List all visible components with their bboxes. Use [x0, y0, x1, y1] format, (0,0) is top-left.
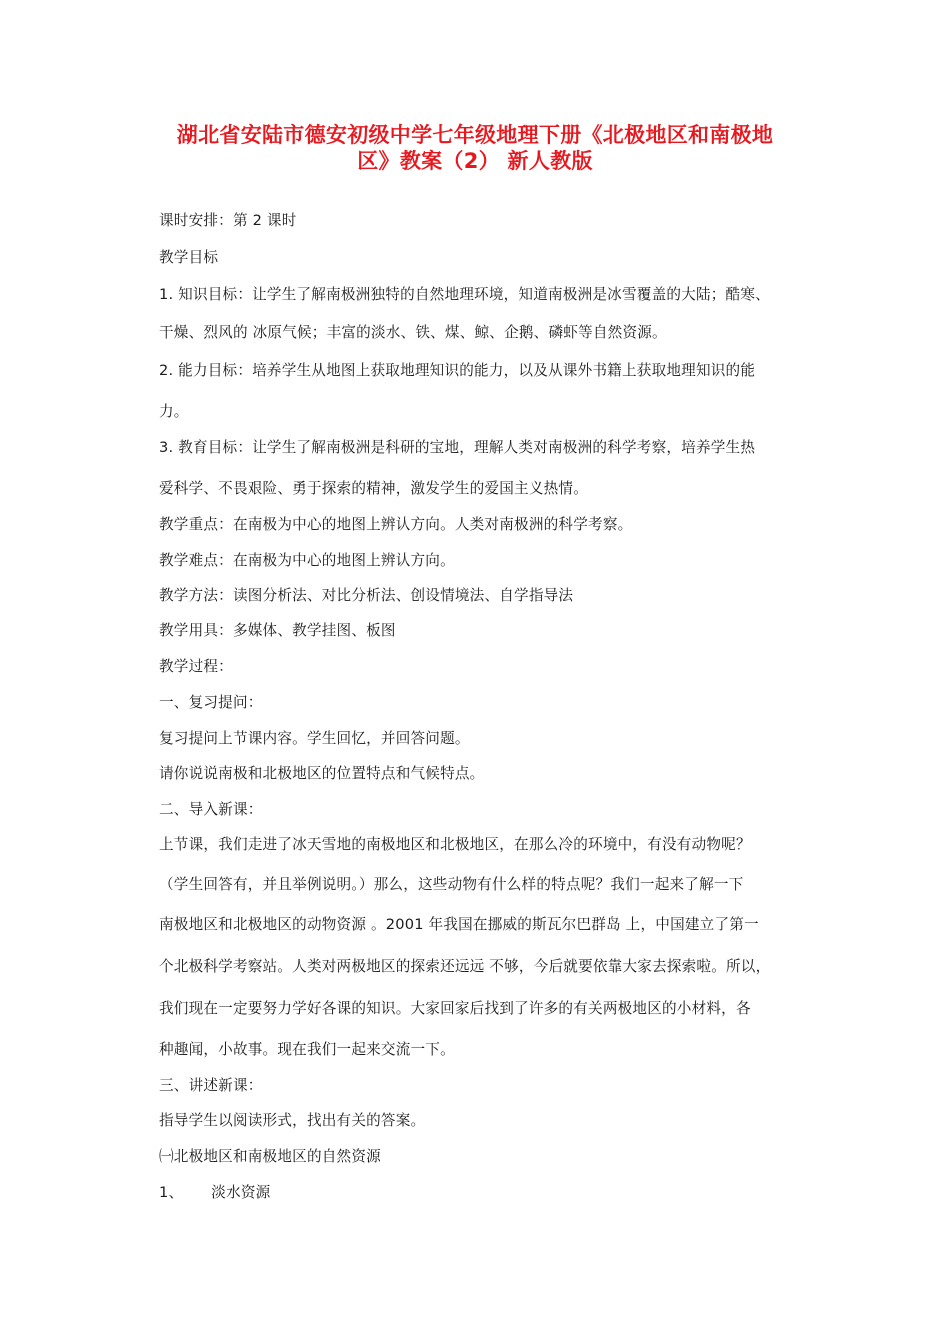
document-title-line-1: 湖北省安陆市德安初级中学七年级地理下册《北极地区和南极地: [176, 123, 774, 147]
paragraph-line: 南极地区和北极地区的动物资源 。2001 年我国在挪威的斯瓦尔巴群岛 上，中国建立了第一: [159, 916, 759, 933]
paragraph-line: 2. 能力目标：培养学生从地图上获取地理知识的能力，以及从课外书籍上获取地理知识的能: [159, 362, 756, 379]
paragraph-line: 个北极科学考察站。人类对两极地区的探索还远远 不够，今后就要依靠大家去探索啦。所以，: [159, 958, 771, 975]
list-item: [159, 1183, 270, 1203]
teaching-methods: 教学方法：读图分析法、对比分析法、创设情境法、自学指导法: [159, 587, 574, 604]
lesson-schedule: 课时安排：第 2 课时: [159, 212, 297, 229]
heading-objectives: 教学目标: [159, 249, 219, 266]
paragraph-line: 力。: [159, 403, 189, 420]
key-points: 教学重点：在南极为中心的地图上辨认方向。人类对南极洲的科学考察。: [159, 516, 633, 533]
paragraph-line: 干燥、烈风的 冰原气候；丰富的淡水、铁、煤、鲸、企鹅、磷虾等自然资源。: [159, 324, 667, 341]
subsection-heading: ㈠北极地区和南极地区的自然资源: [159, 1148, 381, 1165]
paragraph-line: 爱科学、不畏艰险、勇于探索的精神，激发学生的爱国主义热情。: [159, 480, 589, 497]
paragraph-line: 指导学生以阅读形式，找出有关的答案。: [159, 1112, 426, 1129]
section-heading-new-lesson: 三、讲述新课：: [159, 1077, 263, 1094]
list-item-text: 淡水资源: [211, 1184, 271, 1201]
paragraph-line: 上节课，我们走进了冰天雪地的南极地区和北极地区，在那么冷的环境中，有没有动物呢？: [159, 836, 751, 853]
paragraph-line: 3. 教育目标：让学生了解南极洲是科研的宝地，理解人类对南极洲的科学考察，培养学生热: [159, 439, 756, 456]
paragraph-line: 1. 知识目标：让学生了解南极洲独特的自然地理环境，知道南极洲是冰雪覆盖的大陆；酷寒、: [159, 286, 770, 303]
paragraph-line: （学生回答有，并且举例说明。）那么，这些动物有什么样的特点呢？我们一起来了解一下: [159, 876, 744, 893]
list-item-number: 1、: [159, 1184, 184, 1201]
paragraph-line: 我们现在一定要努力学好各课的知识。大家回家后找到了许多的有关两极地区的小材料，各: [159, 1000, 751, 1017]
document-title-line-2: 区》教案（2） 新人教版: [357, 149, 593, 173]
paragraph-line: 复习提问上节课内容。学生回忆，并回答问题。: [159, 730, 470, 747]
section-heading-review: 一、复习提问：: [159, 694, 263, 711]
paragraph-line: 请你说说南极和北极地区的位置特点和气候特点。: [159, 765, 485, 782]
difficult-points: 教学难点：在南极为中心的地图上辨认方向。: [159, 552, 455, 569]
teaching-tools: 教学用具：多媒体、教学挂图、板图: [159, 622, 396, 639]
heading-process: 教学过程：: [159, 658, 233, 675]
paragraph-line: 种趣闻，小故事。现在我们一起来交流一下。: [159, 1041, 455, 1058]
section-heading-intro: 二、导入新课：: [159, 801, 263, 818]
